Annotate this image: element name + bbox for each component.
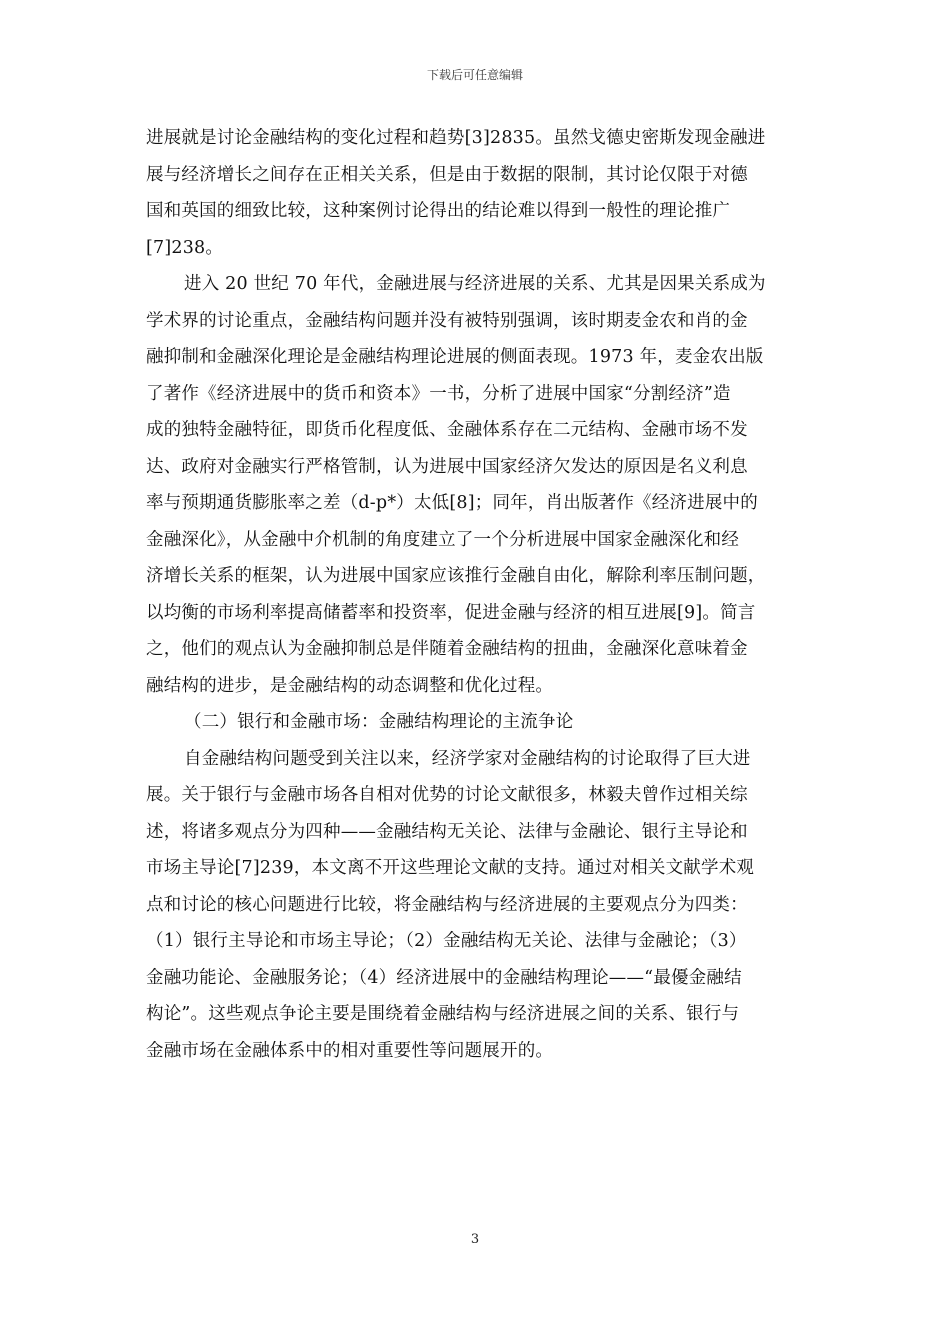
text-line: 市场主导论[7]239，本文离不开这些理论文献的支持。通过对相关文献学术观 <box>146 858 755 878</box>
text-line: 达、政府对金融实行严格管制，认为进展中国家经济欠发达的原因是名义利息 <box>146 456 748 477</box>
text-line: 以均衡的市场利率提高储蓄率和投资率，促进金融与经济的相互进展[9]。简言 <box>146 602 756 623</box>
text-line: 构论”。这些观点争论主要是围绕着金融结构与经济进展之间的关系、银行与 <box>146 1004 740 1024</box>
page-header: 下载后可任意编辑 <box>426 68 523 82</box>
text-line: 金融深化》，从金融中介机制的角度建立了一个分析进展中国家金融深化和经 <box>146 529 740 550</box>
text-line: 了著作《经济进展中的货币和资本》一书，分析了进展中国家“分割经济”造 <box>146 383 731 404</box>
text-line: 融结构的进步，是金融结构的动态调整和优化过程。 <box>146 675 554 696</box>
paragraph <box>146 266 808 704</box>
text-line: 率与预期通货膨胀率之差（d-p*）太低[8]；同年，肖出版著作《经济进展中的 <box>146 493 758 513</box>
text-line: （二）银行和金融市场：金融结构理论的主流争论 <box>184 712 574 732</box>
text-line: 济增长关系的框架，认为进展中国家应该推行金融自由化，解除利率压制问题， <box>146 566 766 586</box>
text-line: 展与经济增长之间存在正相关关系，但是由于数据的限制，其讨论仅限于对德 <box>146 164 748 185</box>
text-line: 述，将诸多观点分为四种——金融结构无关论、法律与金融论、银行主导论和 <box>146 821 748 842</box>
text-line: 之，他们的观点认为金融抑制总是伴随着金融结构的扭曲，金融深化意味着金 <box>146 639 748 659</box>
page-number: 3 <box>470 1232 480 1247</box>
text-line: 成的独特金融特征，即货币化程度低、金融体系存在二元结构、金融市场不发 <box>146 420 748 440</box>
text-line: 金融市场在金融体系中的相对重要性等问题展开的。 <box>146 1040 554 1061</box>
paragraph <box>146 120 808 266</box>
text-line: [7]238。 <box>146 237 224 258</box>
text-line: 金融功能论、金融服务论；（4）经济进展中的金融结构理论——“最優金融结 <box>146 967 742 988</box>
body-text <box>146 120 808 1069</box>
text-line: 融抑制和金融深化理论是金融结构理论进展的侧面表现。1973 年，麦金农出版 <box>146 347 764 367</box>
text-line: 进入 20 世纪 70 年代，金融进展与经济进展的关系、尤其是因果关系成为 <box>184 274 766 294</box>
text-line: 自金融结构问题受到关注以来，经济学家对金融结构的讨论取得了巨大进 <box>184 748 751 769</box>
text-line: 学术界的讨论重点，金融结构问题并没有被特别强调，该时期麦金农和肖的金 <box>146 310 748 331</box>
text-line: 国和英国的细致比较，这种案例讨论得出的结论难以得到一般性的理论推广 <box>146 201 731 221</box>
text-line: 点和讨论的核心问题进行比较，将金融结构与经济进展的主要观点分为四类： <box>146 894 748 915</box>
text-line: 进展就是讨论金融结构的变化过程和趋势[3]2835。虽然戈德史密斯发现金融进 <box>146 128 766 148</box>
paragraph <box>146 704 808 741</box>
text-line: （1）银行主导论和市场主导论；（2）金融结构无关论、法律与金融论；（3） <box>146 931 747 951</box>
paragraph <box>146 741 808 1070</box>
text-line: 展。关于银行与金融市场各自相对优势的讨论文献很多，林毅夫曾作过相关综 <box>146 785 748 805</box>
